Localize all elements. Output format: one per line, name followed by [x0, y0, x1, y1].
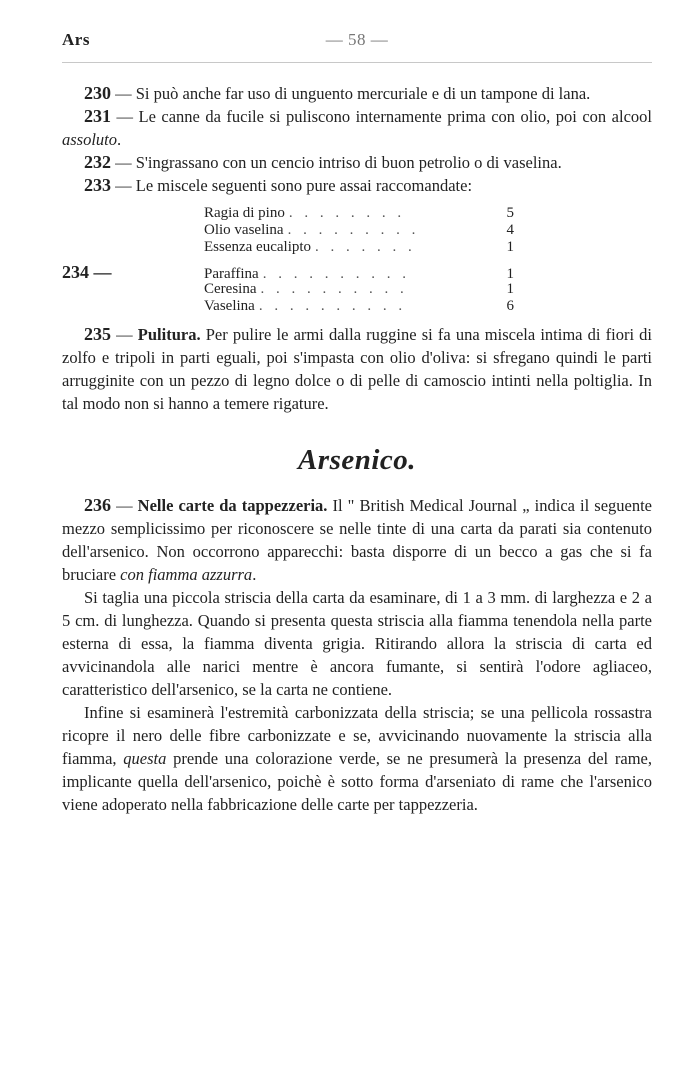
- item-236-paragraph-2: Si taglia una piccola striscia della carta da esaminare, di 1 a 3 mm. di larghezza e 2 a 5 cm. di lunghezza. Quando si presenta questa striscia alla fiamma tenendola nella parte esterna di essa, la fiamma diventa grigia. Ritirando allora la striscia di carta ed avvicinandola alle narici mentre è ancora fumante, si sentirà l'odore agliaceo, caratteristico dell'arsenico, se la carta ne contiene.: [62, 588, 652, 699]
- recipe-line: [62, 264, 652, 281]
- ingredient-quantity: 1: [506, 281, 514, 297]
- ingredient-quantity: 6: [506, 298, 514, 314]
- item-236-paragraph-3: [62, 701, 652, 816]
- leader-dots: . . . . . . . . . .: [260, 281, 408, 297]
- ingredient-name: Paraffina: [204, 266, 259, 282]
- item-number: 235: [84, 324, 111, 344]
- paragraph-text-end: prende una colorazione verde, se ne presumerà la presenza del rame, implicante quella dell'arsenico, poichè è sotto forma d'arseniato di rame che l'arsenico viene adoperato nella fabbricazione delle carte per tappezzeria.: [62, 749, 652, 814]
- leader-dots: . . . . . . . .: [288, 205, 406, 221]
- ingredient-name: Vaselina: [204, 298, 255, 314]
- section-title: Arsenico.: [297, 444, 417, 476]
- leader-dots: . . . . . . .: [315, 239, 416, 255]
- running-header: [62, 30, 652, 60]
- ingredient-name: Olio vaselina: [204, 222, 284, 238]
- recipe-233: [62, 205, 652, 256]
- item-text-end: .: [117, 130, 122, 149]
- recipe-234: [62, 264, 652, 315]
- leader-dots: . . . . . . . . .: [287, 222, 420, 238]
- recipe-line: [62, 239, 652, 256]
- item-text: Le canne da fucile si puliscono internamente prima con olio, poi con alcool: [138, 107, 652, 126]
- item-text: Le miscele seguenti sono pure assai raccomandate:: [135, 176, 473, 195]
- ingredient-name: Essenza eucalipto: [204, 239, 312, 255]
- ingredient-quantity: 5: [506, 205, 514, 221]
- item-text: S'ingrassano con un cencio intriso di buon petrolio o di vaselina.: [135, 153, 562, 172]
- item-separator: —: [111, 176, 136, 195]
- item-231: [62, 105, 652, 151]
- ingredient-quantity: 4: [506, 222, 514, 238]
- item-separator: —: [111, 84, 136, 103]
- item-number: 236: [84, 495, 111, 515]
- recipe-line: [62, 298, 652, 315]
- paragraph-text-italic: questa: [123, 749, 167, 768]
- leader-dots: . . . . . . . . . .: [258, 298, 407, 314]
- item-text: Il " British Medical Journal „ indica il seguente mezzo semplicissimo per riconoscere se nelle tinte di una carta da parati sia contenuto dell'arsenico. Non occorrono apparecchi: basta disporre di un becco a gas che si fa bruciare: [62, 496, 653, 584]
- ingredient-quantity: 1: [506, 266, 514, 282]
- item-heading: Nelle carte da tappezzeria.: [137, 496, 328, 515]
- item-text-italic: con fiamma azzurra: [120, 565, 253, 584]
- item-text-end: .: [252, 565, 257, 584]
- item-separator: —: [111, 496, 138, 515]
- ingredient-name: Ragia di pino: [204, 205, 285, 221]
- recipe-line: [62, 281, 652, 298]
- item-number: 233: [84, 175, 111, 195]
- leader-dots: . . . . . . . . . .: [262, 266, 410, 282]
- item-text: Per pulire le armi dalla ruggine si fa una miscela intima di fiori di zolfo e tripoli in parti eguali, poi s'impasta con olio d'oliva: si sfregano quindi le parti arrugginite con un pezzo di legno dolce o di pelle di camoscio intinti nella poltiglia. In tal modo non si hanno a temere rigature.: [62, 325, 653, 413]
- item-235: [62, 323, 652, 415]
- item-separator: —: [111, 325, 138, 344]
- item-heading: Pulitura.: [137, 325, 201, 344]
- item-text: Si può anche far uso di unguento mercuriale e di un tampone di lana.: [135, 84, 591, 103]
- running-title: Ars: [62, 30, 90, 49]
- ingredient-quantity: 1: [506, 239, 514, 255]
- recipe-line: [62, 205, 652, 222]
- item-separator: —: [111, 153, 136, 172]
- item-234-label: 234 —: [62, 262, 112, 282]
- item-233: [62, 174, 652, 197]
- item-text-italic: assoluto: [62, 130, 118, 149]
- header-rule: [62, 62, 652, 63]
- item-number: 231: [84, 106, 111, 126]
- page-number: — 58 —: [325, 30, 389, 49]
- ingredient-name: Ceresina: [204, 281, 257, 297]
- paragraph-text: Infine si esaminerà l'estremità carbonizzata della striscia; se una pellicola rossastra ricopre il nero delle fibre carbonizzate e se, avvicinando nuovamente la striscia alla fiamma,: [62, 703, 652, 768]
- item-232: [62, 151, 652, 174]
- item-number: 230: [84, 83, 111, 103]
- item-236: [62, 494, 652, 586]
- item-separator: —: [111, 107, 139, 126]
- recipe-line: [62, 222, 652, 239]
- item-number: 232: [84, 152, 111, 172]
- page-body: [62, 82, 652, 816]
- item-230: [62, 82, 652, 105]
